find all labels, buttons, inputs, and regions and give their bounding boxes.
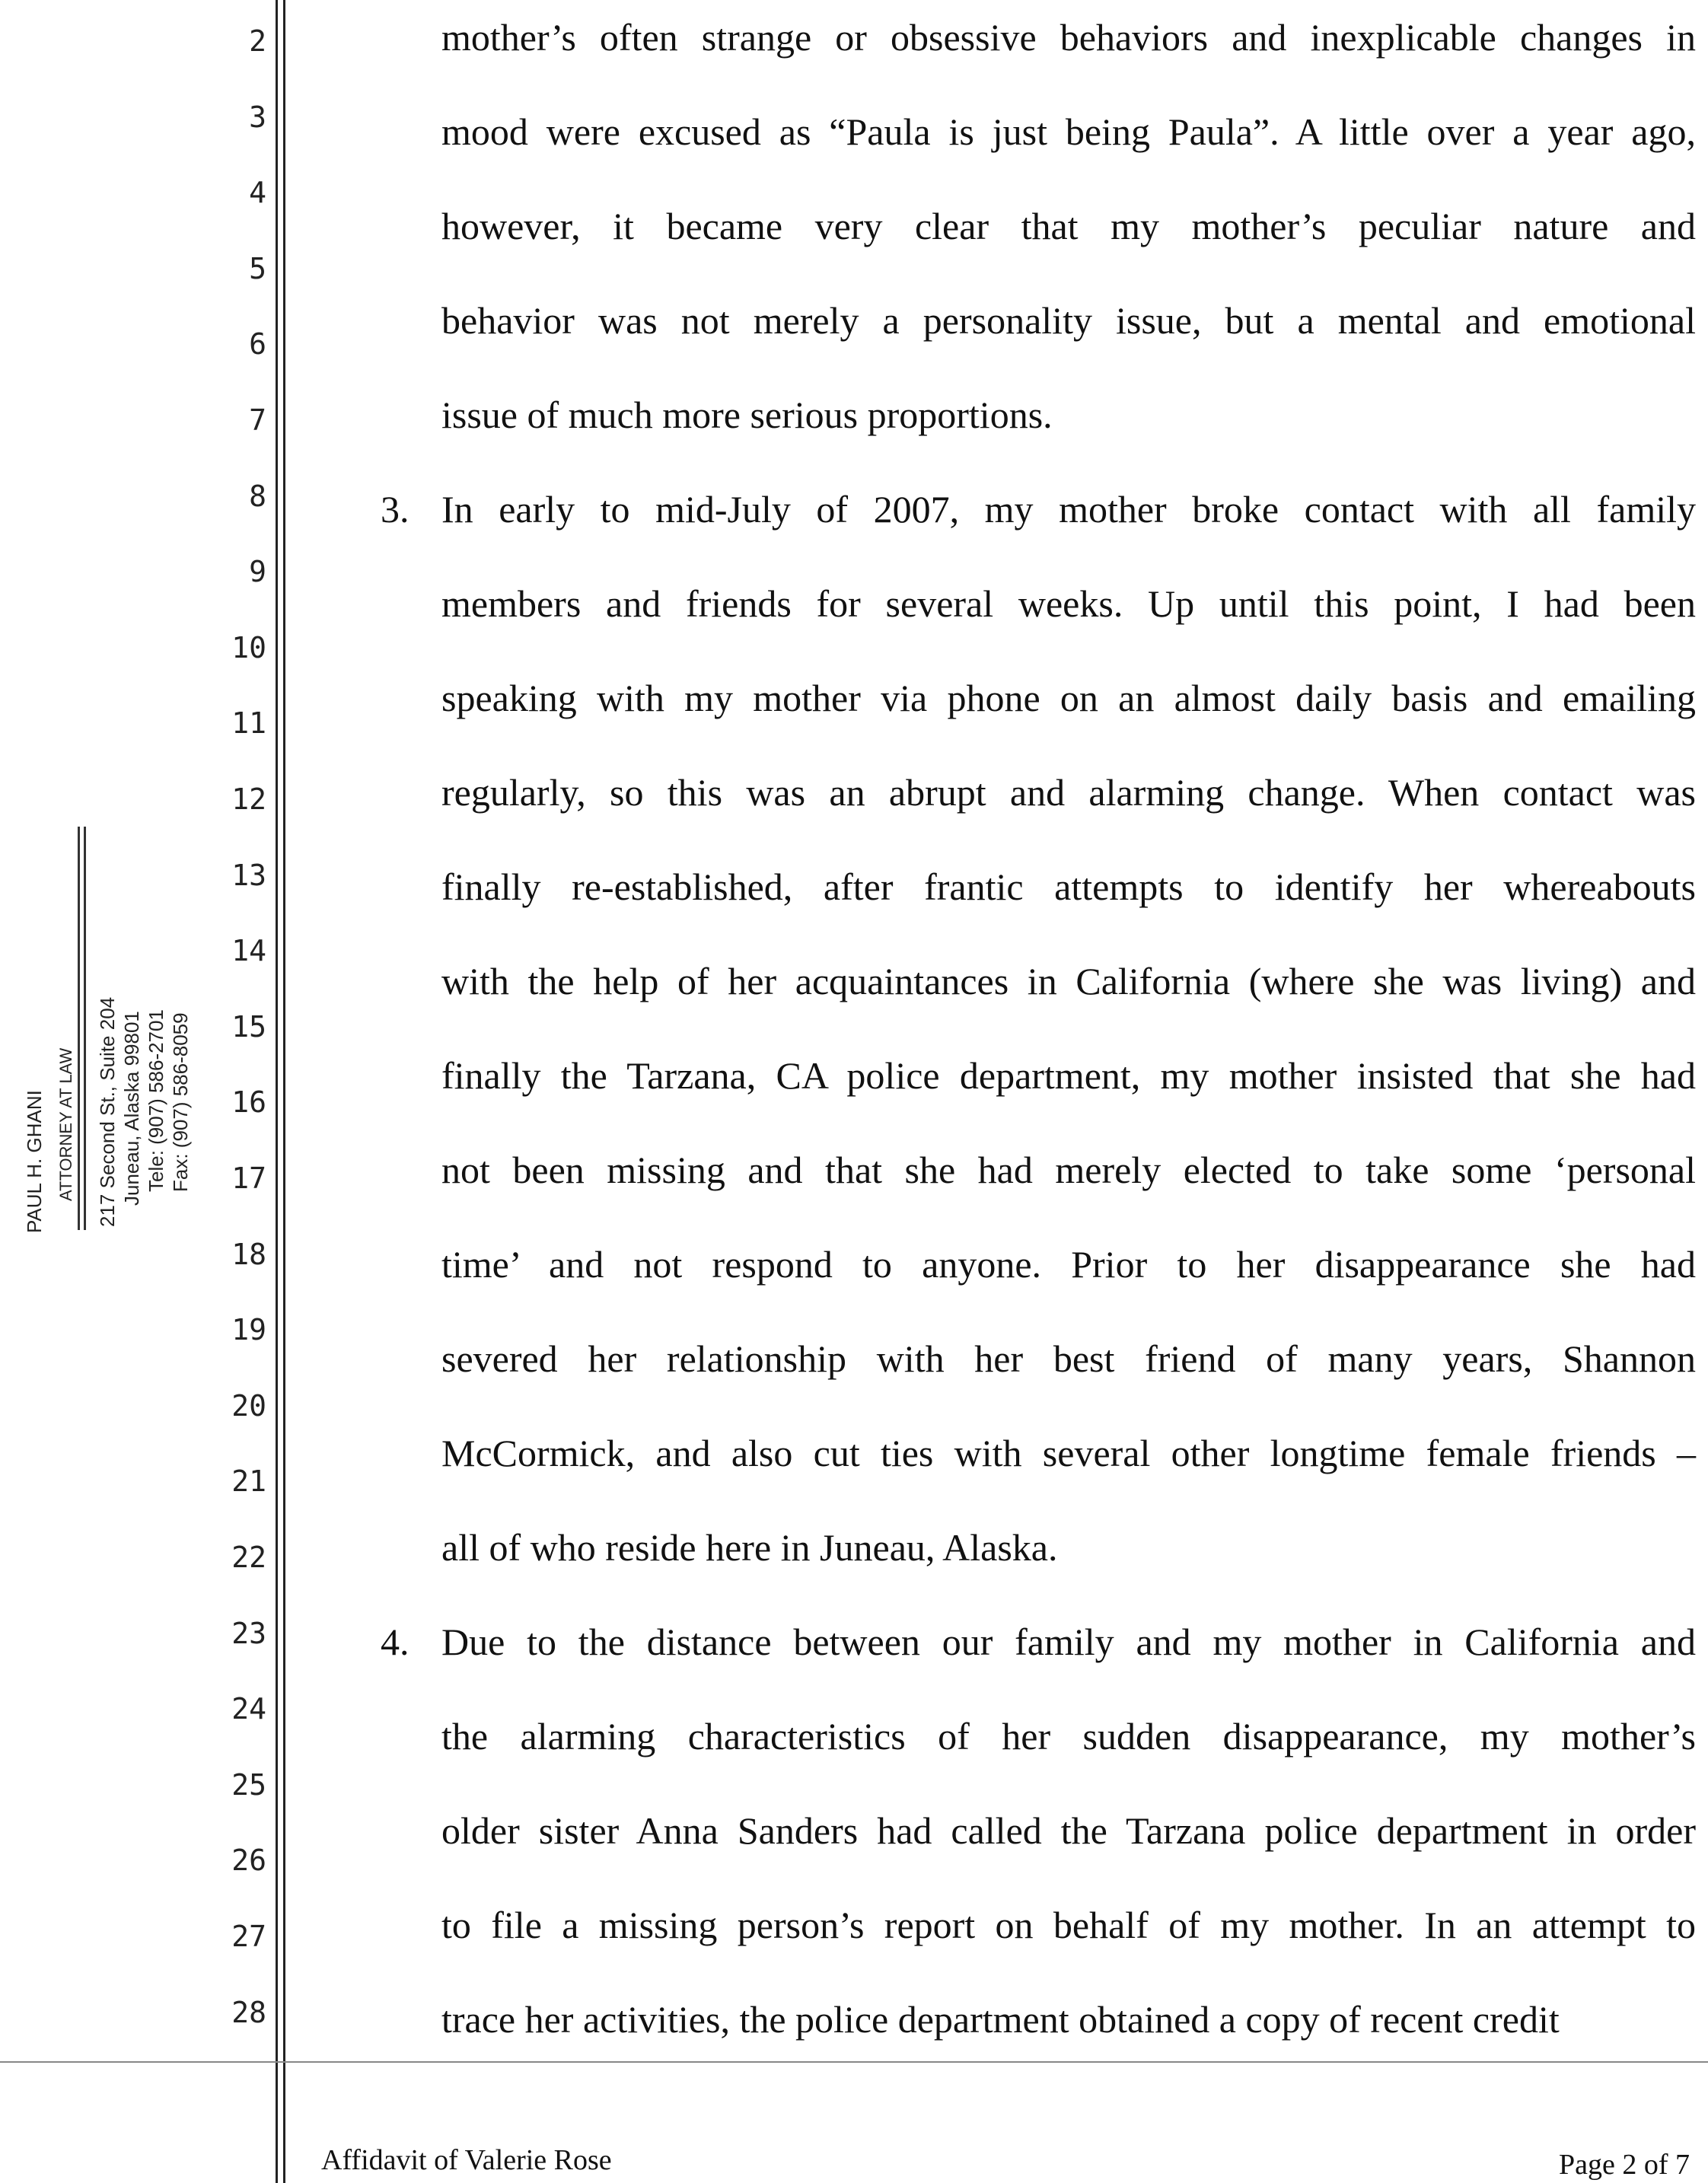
paragraph xyxy=(441,14,1696,486)
line-number: 24 xyxy=(231,1692,266,1726)
pleading-rule-left xyxy=(276,0,278,2183)
line-number: 9 xyxy=(249,555,266,589)
line-number: 4 xyxy=(249,176,266,210)
line-number: 5 xyxy=(249,251,266,285)
line-number: 25 xyxy=(231,1767,266,1802)
address-line: Tele: (907) 586-2701 xyxy=(145,1009,167,1192)
address-line: Fax: (907) 586-8059 xyxy=(169,1012,192,1192)
text-line: finally re-established, after frantic attempts to identify her whereabouts xyxy=(441,865,1696,908)
line-number: 10 xyxy=(231,630,266,664)
paragraph-4 xyxy=(381,1618,1696,2090)
text-line: members and friends for several weeks. Up until this point, I had been xyxy=(441,582,1696,625)
text-line: speaking with my mother via phone on an almost daily basis and emailing xyxy=(441,677,1696,719)
text-line: time’ and not respond to anyone. Prior to her disappearance she had xyxy=(441,1243,1696,1286)
paragraph-3 xyxy=(381,486,1696,1618)
text-line: with the help of her acquaintances in California (where she was living) and xyxy=(441,960,1696,1002)
text-line: mother’s often strange or obsessive behaviors and inexplicable changes in xyxy=(441,16,1696,59)
attorney-name: PAUL H. GHANI xyxy=(23,1090,46,1233)
text-line: regularly, so this was an abrupt and alarming change. When contact was xyxy=(441,771,1696,814)
line-number: 3 xyxy=(249,100,266,134)
line-number: 11 xyxy=(231,706,266,741)
text-line: behavior was not merely a personality issue, but a mental and emotional xyxy=(441,299,1696,342)
line-number: 6 xyxy=(249,327,266,362)
line-number: 7 xyxy=(249,403,266,437)
line-number: 2 xyxy=(249,24,266,58)
text-line: In early to mid-July of 2007, my mother broke contact with all family xyxy=(441,488,1696,531)
paragraph-number: 4. xyxy=(381,1621,409,1663)
text-line: however, it became very clear that my mother’s peculiar nature and xyxy=(441,205,1696,247)
address-line: Juneau, Alaska 99801 xyxy=(120,1011,143,1206)
text-line: issue of much more serious proportions. xyxy=(441,394,1053,436)
line-number: 13 xyxy=(231,858,266,892)
stamp-rule xyxy=(78,827,80,1230)
line-number: 18 xyxy=(231,1237,266,1271)
text-line: severed her relationship with her best friend of many years, Shannon xyxy=(441,1337,1696,1380)
text-line: to file a missing person’s report on behalf of my mother. In an attempt to xyxy=(441,1904,1696,1946)
line-number: 27 xyxy=(231,1920,266,1953)
stamp-rule xyxy=(84,827,86,1230)
text-line: not been missing and that she had merely elected to take some ‘personal xyxy=(441,1149,1696,1191)
line-number: 15 xyxy=(231,1009,266,1044)
document-title: Affidavit of Valerie Rose xyxy=(321,2144,612,2176)
text-line: the alarming characteristics of her sudden disappearance, my mother’s xyxy=(441,1715,1696,1758)
footer-rule xyxy=(0,2061,1708,2063)
line-number: 22 xyxy=(231,1541,266,1574)
text-line: older sister Anna Sanders had called the Tarzana police department in order xyxy=(441,1809,1696,1852)
line-number: 20 xyxy=(231,1388,266,1423)
line-number: 8 xyxy=(249,479,266,513)
line-number: 21 xyxy=(231,1464,266,1499)
line-number: 17 xyxy=(231,1162,266,1195)
text-line: Due to the distance between our family and my mother in California and xyxy=(441,1621,1696,1663)
text-line: trace her activities, the police department obtained a copy of recent credit xyxy=(441,1998,1560,2041)
text-line: all of who reside here in Juneau, Alaska. xyxy=(441,1526,1058,1569)
attorney-subtitle: ATTORNEY AT LAW xyxy=(56,1047,75,1201)
paragraph-number: 3. xyxy=(381,488,409,531)
line-number: 12 xyxy=(231,782,266,816)
line-number: 26 xyxy=(231,1844,266,1878)
text-line: finally the Tarzana, CA police department, my mother insisted that she had xyxy=(441,1054,1696,1097)
line-number: 19 xyxy=(231,1313,266,1347)
page-number: Page 2 of 7 xyxy=(1558,2149,1690,2181)
line-number: 23 xyxy=(231,1616,266,1650)
line-number: 28 xyxy=(231,1995,266,2029)
text-line: mood were excused as “Paula is just being Paula”. A little over a year ago, xyxy=(441,110,1696,153)
line-number: 16 xyxy=(231,1085,266,1120)
text-line: McCormick, and also cut ties with several other longtime female friends – xyxy=(441,1432,1696,1474)
pleading-rule-right xyxy=(283,0,285,2183)
line-number: 14 xyxy=(231,934,266,968)
address-line: 217 Second St., Suite 204 xyxy=(96,996,119,1227)
